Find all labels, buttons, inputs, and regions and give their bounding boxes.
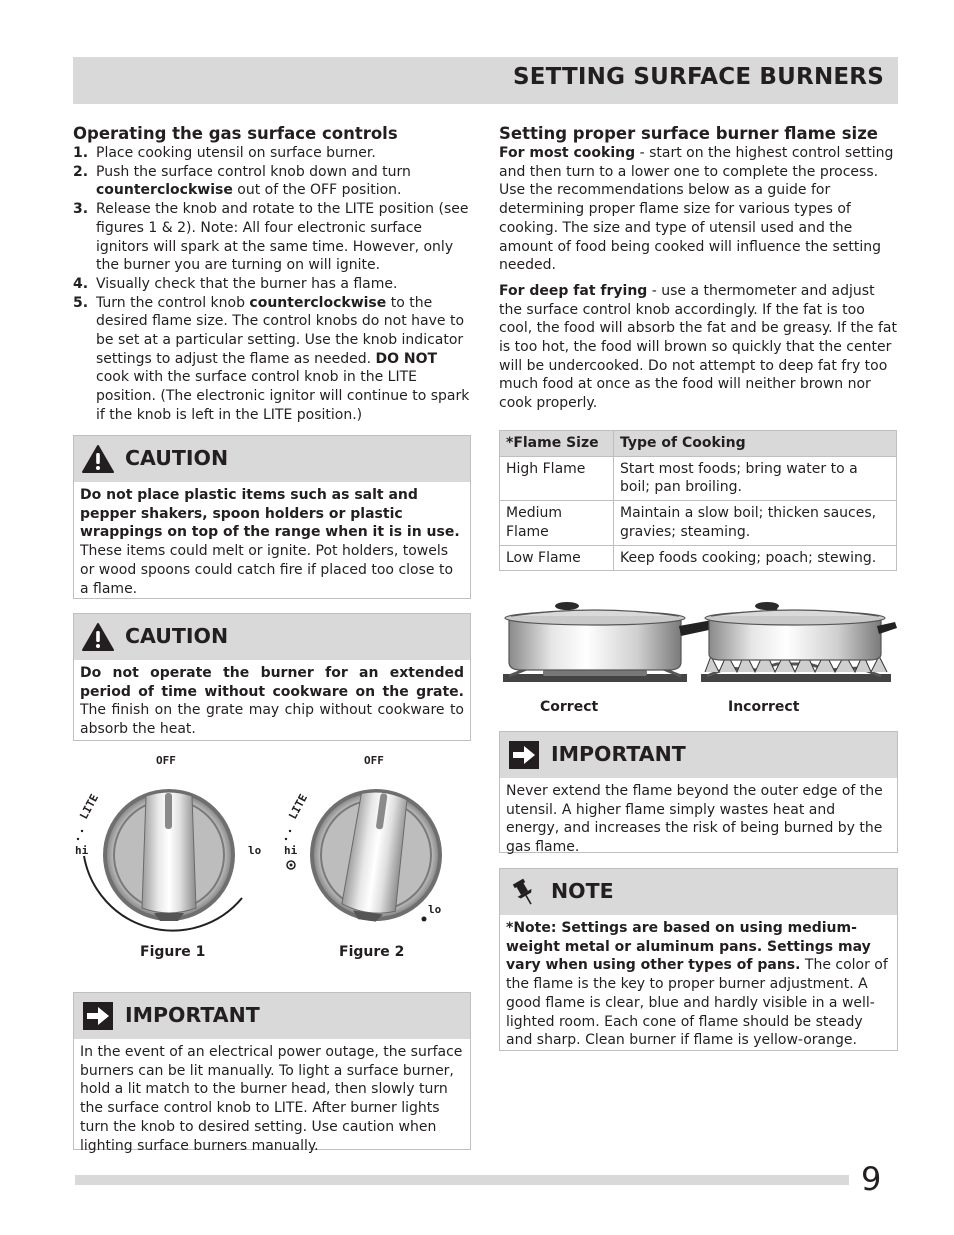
knob-figures bbox=[66, 748, 466, 948]
paragraph-text: - use a thermometer and adjust the surface control knob accordingly. If the fat is too cool, the food will absorb the fat and be greasy. If the fat is too hot, the food will brown so quickly that the center will be undercooked. Do not attempt to deep fat fry too much food at once as the food will neither brown nor cook properly. bbox=[499, 282, 897, 412]
important-box-power-outage bbox=[73, 992, 471, 1154]
knob-off-label: OFF bbox=[364, 754, 384, 767]
table-row bbox=[500, 501, 897, 545]
caution-text bbox=[74, 660, 470, 743]
caution-bold-text: Do not operate the burner for an extended period of time without cookware on the grate. bbox=[80, 665, 464, 700]
step-number: 1. bbox=[73, 145, 89, 161]
table-cell: Maintain a slow boil; thicken sauces, gravies; steaming. bbox=[614, 501, 897, 545]
caption-correct: Correct bbox=[540, 699, 599, 715]
caution-label: CAUTION bbox=[125, 624, 229, 648]
important-label: IMPORTANT bbox=[551, 742, 686, 766]
table-header-flame-size: *Flame Size bbox=[500, 431, 614, 457]
step-run: Turn the control knob bbox=[96, 294, 250, 311]
step-run: cook with the surface control knob in the LITE position. (The electronic ignitor will continue to spark if the knob is left in the LITE position.) bbox=[96, 369, 470, 423]
caution-bold-text: Do not place plastic items such as salt and pepper shakers, spoon holders or plastic wrappings on top of the range when it is in use. bbox=[80, 487, 460, 541]
important-label: IMPORTANT bbox=[125, 1003, 260, 1027]
table-cell: Medium Flame bbox=[500, 501, 614, 545]
left-column bbox=[73, 124, 471, 425]
note-box bbox=[499, 868, 898, 1051]
important-header bbox=[500, 732, 897, 778]
note-body-text: The color of the flame is the key to proper burner adjustment. A good flame is clear, blue and hardly visible in a well-lighted room. Each cone of flame should be steady and sharp. Clean burner if flame is yellow-orange. bbox=[506, 957, 888, 1049]
table-cell: High Flame bbox=[500, 456, 614, 500]
arrow-right-icon bbox=[508, 740, 540, 770]
page-title: SETTING SURFACE BURNERS bbox=[512, 64, 884, 90]
arrow-right-icon bbox=[82, 1001, 114, 1031]
caution-box-grate bbox=[73, 613, 471, 741]
caution-body-text: These items could melt or ignite. Pot holders, towels or wood spoons could catch fire if placed too close to a flame. bbox=[80, 543, 454, 597]
page-number: 9 bbox=[861, 1160, 882, 1198]
warning-icon bbox=[82, 444, 114, 474]
table-header-type-of-cooking: Type of Cooking bbox=[614, 431, 897, 457]
step-item bbox=[73, 144, 471, 163]
table-row bbox=[500, 545, 897, 571]
step-run: to the desired flame size. The control knobs do not have to be set at a particular setting. Use the knob indicator settings to adjust the flame as needed. bbox=[96, 294, 465, 367]
important-text: In the event of an electrical power outage, the surface burners can be lit manually. To light a surface burner, hold a lit match to the burner head, then slowly turn the surface control knob to LITE. After burner lights turn the knob to desired setting. Use caution when lighting surface burners manually. bbox=[80, 1044, 463, 1154]
step-emphasis: counterclockwise bbox=[96, 182, 233, 199]
paragraph-deep-fat-frying bbox=[499, 282, 898, 413]
step-number: 3. bbox=[73, 201, 89, 218]
paragraph-text: - start on the highest control setting and then turn to a lower one to complete the process. Use the recommendations below as a guide for determining proper flame size for various types of cooking. The size and type of utensil used and the amount of food being cooked will influence the setting needed. bbox=[499, 145, 894, 274]
pan-incorrect bbox=[701, 602, 897, 682]
step-run: Push the surface control knob down and turn bbox=[96, 163, 411, 180]
important-text: Never extend the flame beyond the outer edge of the utensil. A higher flame simply wastes heat and energy, and increases the risk of being burned by the gas flame. bbox=[506, 783, 883, 856]
caution-label: CAUTION bbox=[125, 446, 229, 470]
knob-lite-label: LITE bbox=[77, 791, 102, 822]
step-item bbox=[73, 275, 471, 294]
step-run: Release the knob and rotate to the LITE position (see figures 1 & 2). Note: All four electronic surface ignitors will spark at the same time. However, only the burner you are turning on will ignite. bbox=[96, 201, 469, 274]
step-emphasis: counterclockwise bbox=[249, 294, 387, 311]
paragraph-most-cooking bbox=[499, 144, 898, 275]
caution-header bbox=[74, 436, 470, 482]
knob-figure-1 bbox=[75, 754, 262, 931]
steps-list bbox=[73, 144, 471, 425]
table-cell: Start most foods; bring water to a boil; pan broiling. bbox=[614, 456, 897, 500]
step-text bbox=[96, 294, 471, 425]
figure-1-caption: Figure 1 bbox=[140, 944, 206, 960]
flame-size-table bbox=[499, 430, 897, 571]
note-bold-text: *Note: Settings are based on using medium-weight metal or aluminum pans. Settings may vary when using other types of pans. bbox=[506, 920, 871, 974]
figure-2-caption: Figure 2 bbox=[339, 944, 405, 960]
paragraph-lead: For deep fat frying bbox=[499, 282, 648, 299]
pushpin-icon bbox=[508, 877, 540, 907]
page-header bbox=[73, 57, 898, 104]
knob-lo-label: lo bbox=[428, 903, 442, 916]
step-item bbox=[73, 200, 471, 275]
step-number: 2. bbox=[73, 163, 89, 180]
section-heading-gas-controls: Operating the gas surface controls bbox=[73, 124, 398, 143]
footer-rule bbox=[75, 1175, 849, 1185]
knob-off-label: OFF bbox=[156, 754, 176, 767]
step-text bbox=[96, 163, 471, 200]
caution-box-plastic bbox=[73, 435, 471, 599]
note-text bbox=[500, 915, 897, 1054]
paragraph-lead: For most cooking bbox=[499, 145, 636, 161]
table-row bbox=[500, 456, 897, 500]
caution-text bbox=[74, 482, 470, 602]
knob-hi-label: hi bbox=[75, 844, 89, 857]
step-text bbox=[96, 200, 471, 275]
section-heading-flame-size: Setting proper surface burner flame size bbox=[499, 124, 878, 143]
right-column bbox=[499, 124, 898, 413]
step-text bbox=[96, 275, 471, 294]
step-run: Visually check that the burner has a flame. bbox=[96, 275, 398, 292]
knob-lo-label: lo bbox=[248, 844, 262, 857]
step-run: out of the OFF position. bbox=[232, 182, 402, 199]
caution-body-text: The finish on the grate may chip without cookware to absorb the heat. bbox=[80, 702, 464, 738]
step-item bbox=[73, 294, 471, 425]
step-run: Place cooking utensil on surface burner. bbox=[96, 145, 376, 161]
caption-incorrect: Incorrect bbox=[728, 699, 800, 715]
step-item bbox=[73, 163, 471, 200]
step-emphasis: DO NOT bbox=[375, 350, 438, 367]
knob-hi-label: hi bbox=[284, 844, 298, 857]
note-label: NOTE bbox=[551, 879, 614, 903]
important-box-flame-edge bbox=[499, 731, 898, 856]
table-cell: Low Flame bbox=[500, 545, 614, 571]
table-cell: Keep foods cooking; poach; stewing. bbox=[614, 545, 897, 571]
knob-figure-2 bbox=[284, 754, 442, 924]
step-text bbox=[96, 144, 471, 163]
pan-flame-illustration bbox=[499, 598, 901, 698]
table-header-row bbox=[500, 431, 897, 457]
step-number: 5. bbox=[73, 294, 89, 311]
warning-icon bbox=[82, 622, 114, 652]
knob-lite-label: LITE bbox=[286, 791, 311, 822]
step-number: 4. bbox=[73, 275, 89, 292]
caution-header bbox=[74, 614, 470, 660]
note-header bbox=[500, 869, 897, 915]
important-header bbox=[74, 993, 470, 1039]
